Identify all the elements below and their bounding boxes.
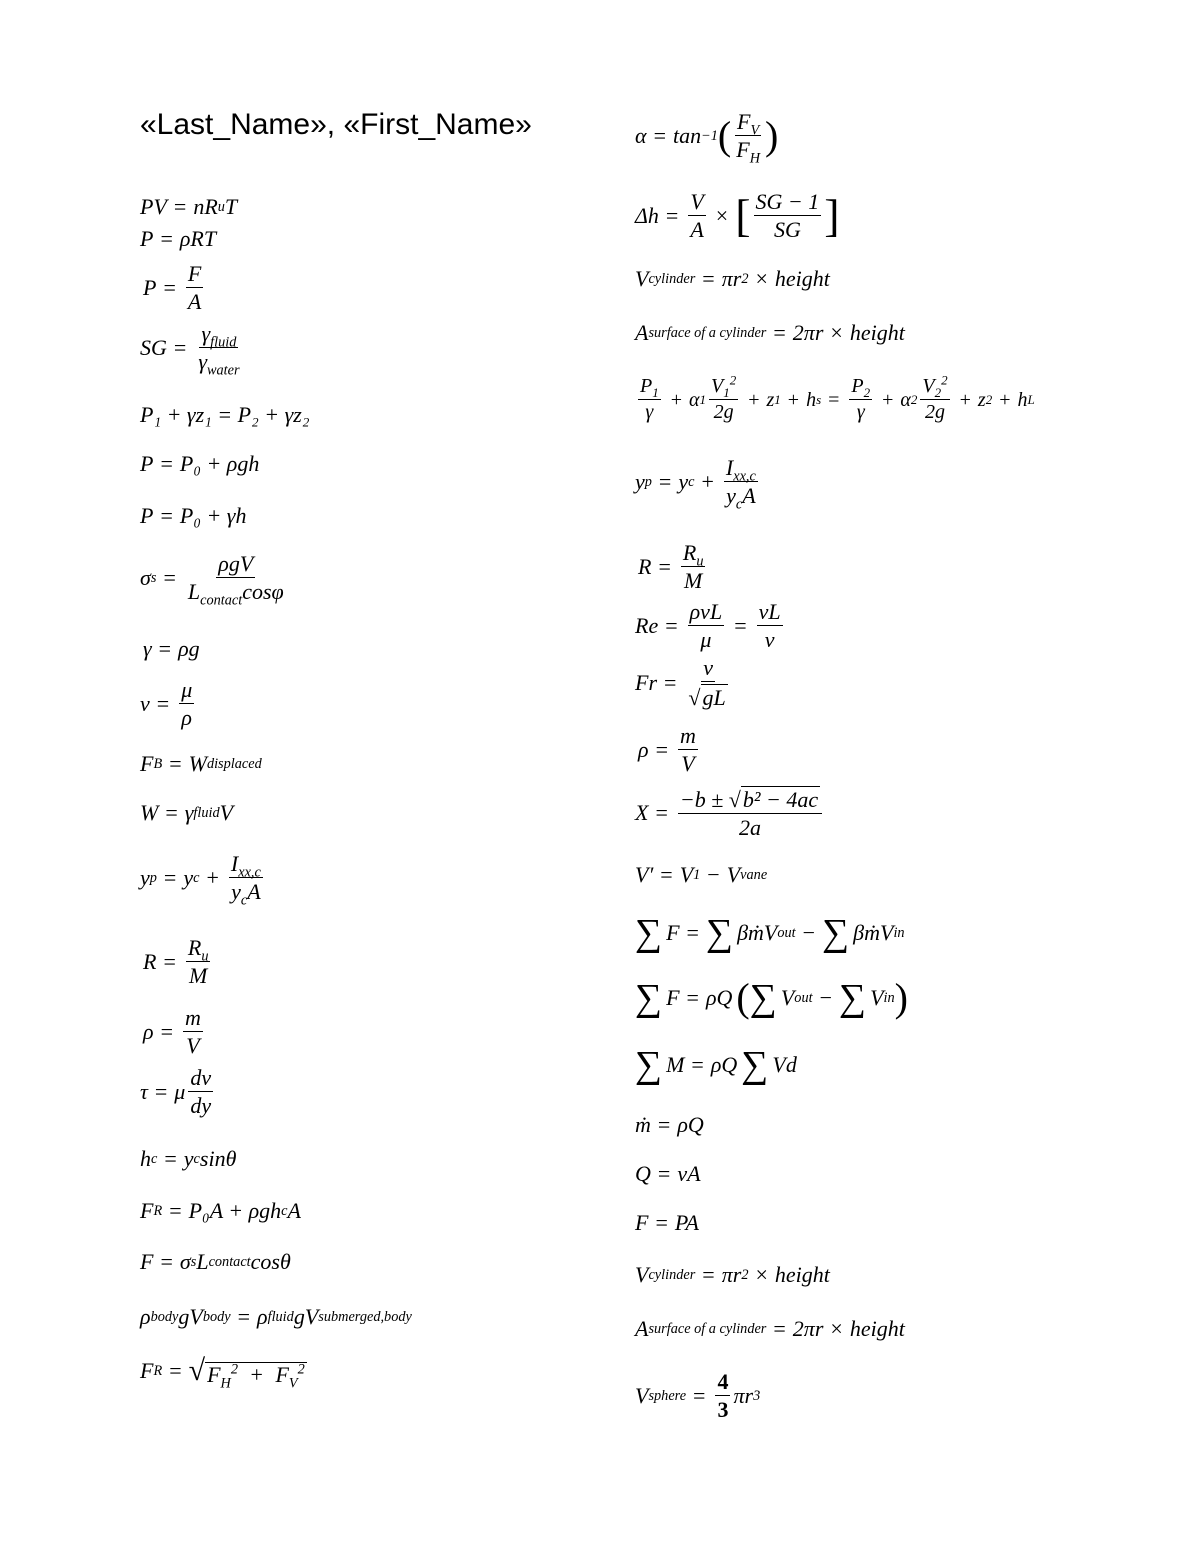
- equation-pressure-gamma-h: P = P₀ + γh: [140, 503, 247, 528]
- equation-buoyancy: F B = W displaced: [140, 751, 262, 776]
- equation-ideal-gas: PV = nR u T: [140, 194, 238, 219]
- equation-kinematic-viscosity: ν = $\frac{\mu}{\rho}$: [140, 677, 193, 731]
- equation-specific-weight: γ = ρg: [143, 636, 200, 661]
- equation-froude: Fr = v √ gL: [635, 655, 726, 711]
- equation-force-pressure: F = PA: [635, 1210, 699, 1235]
- equation-volume-flow: Q = vA: [635, 1161, 701, 1186]
- equation-resultant-magnitude: F R = √ $F_H^2 + F_V^2$: [140, 1354, 305, 1392]
- equation-pressure-rho-g-h: P = P₀ + ρgh: [140, 451, 260, 476]
- equation-bernoulli: $\frac{P_1}{\gamma}$ + α 1 $\frac{V_1^2}{2g}$ + z 1 + h s = $\frac{P_2}{\gamma}$ + α 2 $\frac{V_2^2}{2g}$ + z 2 + h L: [640, 372, 1035, 423]
- equation-cylinder-surface-2: A surface of a cylinder = 2πr × height: [635, 1316, 905, 1341]
- equation-reynolds: Re = $\frac{\text{ρvL}}{\mu}$ = $\frac{vL}{\nu}$: [635, 599, 781, 653]
- equation-resultant-force: F R = P₀A + ρgh c A: [140, 1198, 301, 1223]
- equation-quadratic: X = −b ± √ b² − 4ac 2a: [635, 786, 825, 839]
- equation-density-right: ρ = $\frac{m}{V}$: [638, 723, 696, 777]
- equation-center-of-pressure-right: y p = y c + $\frac{I_{xx,c}}{y_cA}$: [635, 455, 756, 513]
- equation-relative-velocity: V′ = V 1 − V vane: [635, 862, 768, 887]
- equation-density: ρ = $\frac{m}{V}$: [143, 1005, 201, 1059]
- equation-cylinder-volume-2: V cylinder = πr 2 × height: [635, 1262, 830, 1287]
- equation-cylinder-surface: A surface of a cylinder = 2πr × height: [635, 320, 905, 345]
- equation-momentum-flow: ∑ F = ρQ ( ∑ V out − ∑ V in ): [635, 975, 908, 1020]
- equation-mass-flow: ṁ = ρQ: [635, 1112, 704, 1137]
- equation-manometer-height: Δh = $\frac{V}{A}$ × [ $\frac{SG - 1}{SG}$ ]: [635, 189, 840, 243]
- equation-gas-constant: R = $\frac{R_u}{M}$: [143, 935, 209, 989]
- equation-hydrostatic: P₁ + γz₁ = P₂ + γz₂: [140, 402, 310, 427]
- equation-momentum: ∑ F = ∑ βṁV out − ∑ βṁV in: [635, 912, 905, 954]
- equation-cylinder-volume: V cylinder = πr 2 × height: [635, 266, 830, 291]
- equation-pressure-force: P = $\frac{F}{A}$: [143, 261, 202, 315]
- equation-sphere-volume: V sphere = $\frac{4}{3}$ πr 3: [635, 1369, 761, 1423]
- equation-pressure-density: P = ρRT: [140, 226, 217, 251]
- page-title: «Last_Name», «First_Name»: [140, 108, 532, 141]
- equation-angular-momentum: ∑ M = ρQ ∑ Vd: [635, 1044, 797, 1086]
- equation-gas-constant-right: R = $\frac{R_u}{M}$: [638, 540, 704, 594]
- equation-weight: W = γ fluid V: [140, 800, 234, 825]
- equation-surface-tension-force: F = σ s L contact cosθ: [140, 1249, 291, 1274]
- equation-centroid-depth: h c = y c sinθ: [140, 1146, 237, 1171]
- equation-specific-gravity: SG = $\frac{\gamma_{fluid}}{\gamma_{water}}$: [140, 321, 240, 379]
- equation-force-angle: α = tan −1 ( $\frac{F_V}{F_H}$ ): [635, 109, 779, 167]
- equation-shear-stress: τ = μ $\frac{dv}{dy}$: [140, 1065, 212, 1119]
- equation-floating-body: ρ body gV body = ρ fluid gV submerged,body: [140, 1304, 412, 1329]
- equation-surface-tension: σ s = $\frac{\text{ρgV}}{L_{contact}\cos\varphi}$: [140, 551, 284, 609]
- equation-center-of-pressure: y p = y c + $\frac{I_{xx,c}}{y_cA}$: [140, 851, 261, 909]
